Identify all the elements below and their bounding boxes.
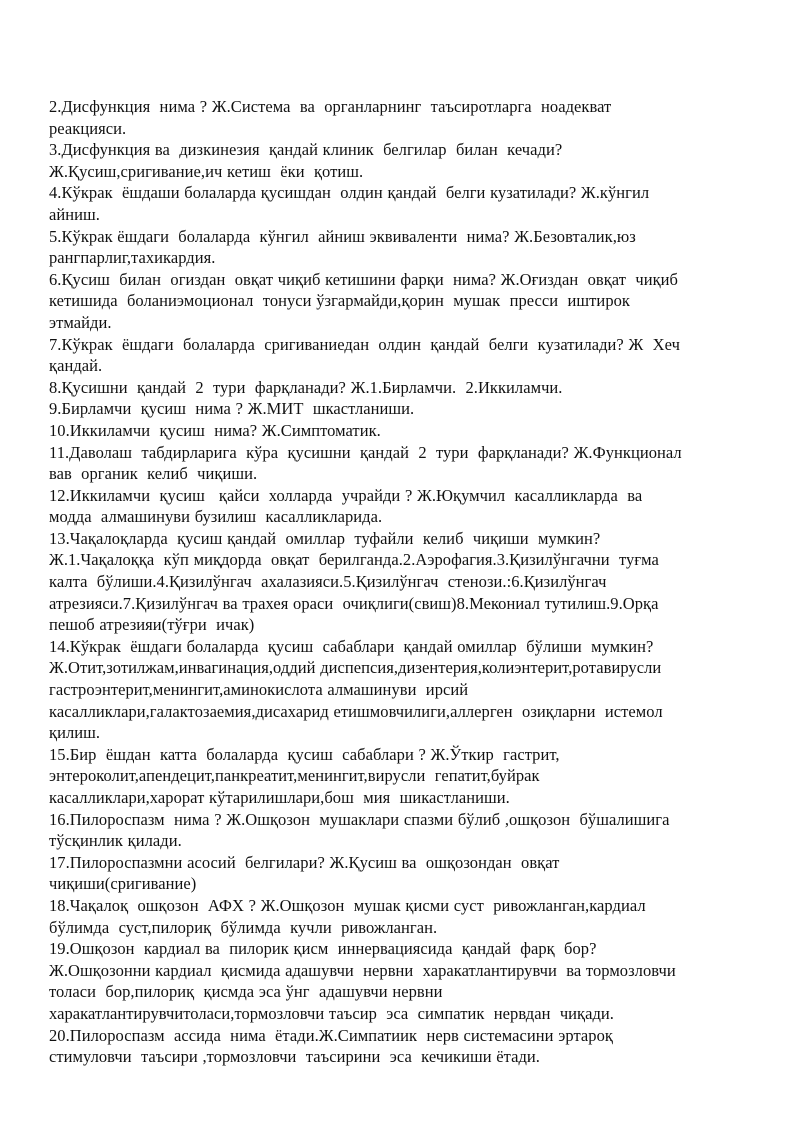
text-line: 16.Пилороспазм нима ? Ж.Ошқозон мушаклари спазми бўлиб ,ошқозон бўшалишига: [49, 809, 670, 829]
text-line: стимуловчи таъсири ,тормозловчи таъсирини эса кечикиши ётади.: [49, 1047, 540, 1067]
text-line: 7.Кўкрак ёшдаги болаларда сригиваниедан олдин қандай белги кузатилади? Ж Хеч: [49, 334, 680, 354]
text-line: кетишида боланиэмоционал тонуси ўзгармайди,қорин мушак пресси иштирок: [49, 291, 630, 311]
text-line: 8.Қусишни қандай 2 тури фарқланади? Ж.1.Бирламчи. 2.Иккиламчи.: [49, 377, 563, 397]
text-line: 2.Дисфункция нима ? Ж.Система ва органларнинг таъсиротларга ноадекват: [49, 97, 612, 116]
text-line: қандай.: [49, 356, 103, 376]
text-line: гастроэнтерит,менингит,аминокислота алмашинуви ирсий: [49, 680, 469, 700]
text-line: Ж.Отит,зотилжам,инвагинация,оддий диспепсия,дизентерия,колиэнтерит,ротавирусли: [49, 658, 662, 678]
text-line: касалликлари,галактозаемия,дисахарид етишмовчилиги,аллерген озиқларни истемол: [49, 701, 663, 721]
text-line: этмайди.: [49, 312, 112, 332]
text-line: Ж.Ошқозонни кардиал қисмида адашувчи нервни харакатлантирувчи ва тормозловчи: [49, 960, 676, 980]
text-line: айниш.: [49, 204, 100, 224]
text-line: 5.Кўкрак ёшдаги болаларда кўнгил айниш эквиваленти нима? Ж.Безовталик,юз: [49, 226, 636, 246]
text-line: толаси бор,пилориқ қисмда эса ўнг адашувчи нервни: [49, 982, 443, 1002]
text-line: 4.Кўкрак ёшдаши болаларда қусишдан олдин қандай белги кузатилади? Ж.кўнгил: [49, 183, 650, 203]
text-line: 6.Қусиш билан огиздан овқат чиқиб кетишини фарқи нима? Ж.Оғиздан овқат чиқиб: [49, 269, 678, 289]
text-line: 15.Бир ёшдан катта болаларда қусиш сабаблари ? Ж.Ўткир гастрит,: [49, 744, 560, 764]
text-line: модда алмашинуви бузилиш касалликларида.: [49, 507, 383, 527]
text-line: пешоб атрезияи(тўғри ичак): [49, 615, 255, 635]
text-line: калта бўлиши.4.Қизилўнгач ахалазияси.5.Қизилўнгач стенози.:6.Қизилўнгач: [49, 572, 607, 592]
text-line: вав органик келиб чиқиши.: [49, 464, 258, 484]
text-line: Ж.1.Чақалоққа кўп миқдорда овқат берилганда.2.Аэрофагия.3.Қизилўнгачни туғма: [49, 550, 659, 570]
text-line: тўсқинлик қилади.: [49, 831, 182, 851]
text-line: 12.Иккиламчи қусиш қайси холларда учрайди ? Ж.Юқумчил касалликларда ва: [49, 485, 643, 505]
text-line: харакатлантирувчитоласи,тормозловчи таъсир эса симпатик нервдан чиқади.: [49, 1003, 614, 1023]
text-line: 20.Пилороспазм ассида нима ётади.Ж.Симпатиик нерв системасини эртароқ: [49, 1025, 613, 1045]
text-line: қилиш.: [49, 723, 101, 743]
text-line: 10.Иккиламчи қусиш нима? Ж.Симптоматик.: [49, 420, 381, 440]
text-line: рангпарлиг,тахикардия.: [49, 248, 216, 268]
text-line: 11.Даволаш табдирларига кўра қусишни қандай 2 тури фарқланади? Ж.Функционал: [49, 442, 682, 462]
text-line: энтероколит,апендецит,панкреатит,менингит,вирусли гепатит,буйрак: [49, 766, 540, 786]
text-line: 18.Чақалоқ ошқозон АФХ ? Ж.Ошқозон мушак қисми суст ривожланган,кардиал: [49, 895, 646, 915]
text-line: реакцияси.: [49, 118, 127, 138]
text-line: 13.Чақалоқларда қусиш қандай омиллар туфайли келиб чиқиши мумкин?: [49, 528, 601, 548]
text-line: 19.Ошқозон кардиал ва пилорик қисм иннервациясида қандай фарқ бор?: [49, 939, 597, 959]
text-line: бўлимда суст,пилориқ бўлимда кучли ривожланган.: [49, 917, 438, 937]
document-page: [49, 96, 759, 1068]
text-line: Ж.Қусиш,сригивание,ич кетиш ёки қотиш.: [49, 161, 364, 181]
text-line: 3.Дисфункция ва дизкинезия қандай клиник белгилар билан кечади?: [49, 140, 563, 160]
text-line: 9.Бирламчи қусиш нима ? Ж.МИТ шкастланиши.: [49, 399, 415, 419]
text-line: касалликлари,харорат кўтарилишлари,бош мия шикастланиши.: [49, 788, 510, 807]
text-line: 14.Кўкрак ёшдаги болаларда қусиш сабаблари қандай омиллар бўлиши мумкин?: [49, 636, 654, 656]
text-line: атрезияси.7.Қизилўнгач ва трахея ораси очиқлиги(свиш)8.Мекониал тутилиш.9.Орқа: [49, 593, 659, 613]
text-line: чиқиши(сригивание): [49, 874, 197, 894]
text-line: 17.Пилороспазмни асосий белгилари? Ж.Қусиш ва ошқозондан овқат: [49, 852, 560, 872]
